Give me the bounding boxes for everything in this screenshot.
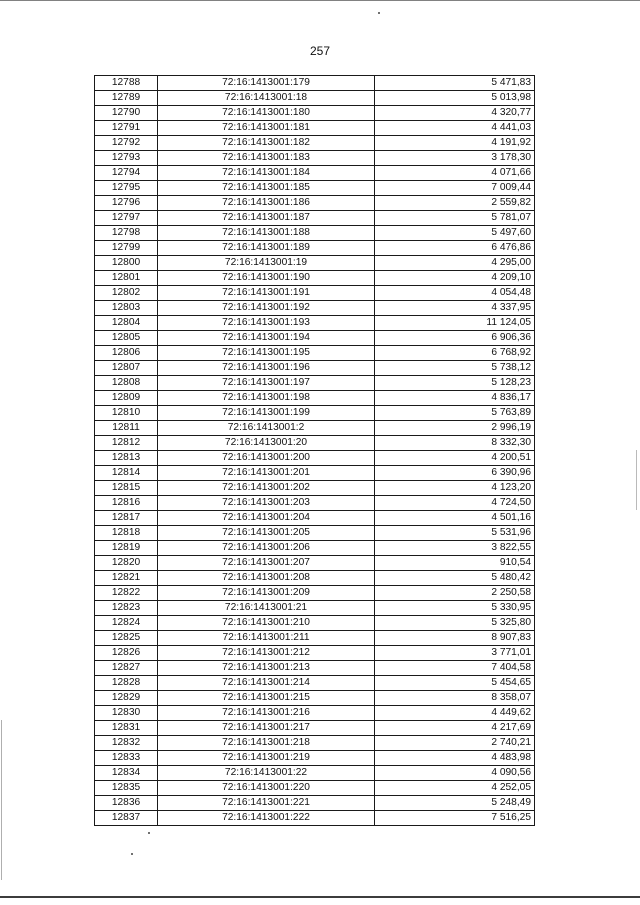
value-cell: 3 822,55 — [375, 541, 535, 556]
cadastral-number-cell: 72:16:1413001:205 — [158, 526, 375, 541]
row-number-cell: 12793 — [95, 151, 158, 166]
cadastral-number-cell: 72:16:1413001:219 — [158, 751, 375, 766]
row-number-cell: 12837 — [95, 811, 158, 826]
value-cell: 7 404,58 — [375, 661, 535, 676]
row-number-cell: 12821 — [95, 571, 158, 586]
cadastral-number-cell: 72:16:1413001:207 — [158, 556, 375, 571]
table-row — [95, 661, 535, 676]
cadastral-number-cell: 72:16:1413001:191 — [158, 286, 375, 301]
value-cell: 2 740,21 — [375, 736, 535, 751]
table-row — [95, 811, 535, 826]
value-cell: 5 454,65 — [375, 676, 535, 691]
row-number-cell: 12799 — [95, 241, 158, 256]
scan-speck — [378, 12, 380, 14]
table-row — [95, 601, 535, 616]
table-row — [95, 451, 535, 466]
cadastral-number-cell: 72:16:1413001:217 — [158, 721, 375, 736]
table-row — [95, 226, 535, 241]
row-number-cell: 12791 — [95, 121, 158, 136]
table-row — [95, 106, 535, 121]
value-cell: 7 516,25 — [375, 811, 535, 826]
row-number-cell: 12807 — [95, 361, 158, 376]
row-number-cell: 12802 — [95, 286, 158, 301]
value-cell: 5 128,23 — [375, 376, 535, 391]
value-cell: 4 483,98 — [375, 751, 535, 766]
scan-edge-bottom — [0, 896, 640, 898]
cadastral-number-cell: 72:16:1413001:195 — [158, 346, 375, 361]
value-cell: 5 763,89 — [375, 406, 535, 421]
value-cell: 8 332,30 — [375, 436, 535, 451]
cadastral-number-cell: 72:16:1413001:183 — [158, 151, 375, 166]
value-cell: 4 200,51 — [375, 451, 535, 466]
cadastral-number-cell: 72:16:1413001:211 — [158, 631, 375, 646]
row-number-cell: 12804 — [95, 316, 158, 331]
cadastral-number-cell: 72:16:1413001:187 — [158, 211, 375, 226]
cadastral-number-cell: 72:16:1413001:198 — [158, 391, 375, 406]
value-cell: 4 295,00 — [375, 256, 535, 271]
table-row — [95, 271, 535, 286]
cadastral-number-cell: 72:16:1413001:209 — [158, 586, 375, 601]
cadastral-number-cell: 72:16:1413001:181 — [158, 121, 375, 136]
cadastral-number-cell: 72:16:1413001:202 — [158, 481, 375, 496]
row-number-cell: 12814 — [95, 466, 158, 481]
row-number-cell: 12790 — [95, 106, 158, 121]
row-number-cell: 12817 — [95, 511, 158, 526]
row-number-cell: 12806 — [95, 346, 158, 361]
row-number-cell: 12816 — [95, 496, 158, 511]
cadastral-number-cell: 72:16:1413001:190 — [158, 271, 375, 286]
cadastral-number-cell: 72:16:1413001:20 — [158, 436, 375, 451]
table-row — [95, 556, 535, 571]
row-number-cell: 12822 — [95, 586, 158, 601]
cadastral-number-cell: 72:16:1413001:218 — [158, 736, 375, 751]
parcel-table — [94, 75, 531, 826]
table-row — [95, 76, 535, 91]
cadastral-number-cell: 72:16:1413001:221 — [158, 796, 375, 811]
value-cell: 2 559,82 — [375, 196, 535, 211]
table-body — [95, 76, 535, 826]
table-row — [95, 796, 535, 811]
row-number-cell: 12831 — [95, 721, 158, 736]
value-cell: 8 907,83 — [375, 631, 535, 646]
cadastral-number-cell: 72:16:1413001:216 — [158, 706, 375, 721]
cadastral-number-cell: 72:16:1413001:210 — [158, 616, 375, 631]
cadastral-number-cell: 72:16:1413001:197 — [158, 376, 375, 391]
table-row — [95, 406, 535, 421]
row-number-cell: 12809 — [95, 391, 158, 406]
value-cell: 4 054,48 — [375, 286, 535, 301]
cadastral-number-cell: 72:16:1413001:180 — [158, 106, 375, 121]
table-row — [95, 391, 535, 406]
cadastral-number-cell: 72:16:1413001:220 — [158, 781, 375, 796]
table-row — [95, 256, 535, 271]
table-row — [95, 496, 535, 511]
value-cell: 5 480,42 — [375, 571, 535, 586]
table-row — [95, 526, 535, 541]
table-row — [95, 571, 535, 586]
table-row — [95, 376, 535, 391]
value-cell: 3 178,30 — [375, 151, 535, 166]
cadastral-number-cell: 72:16:1413001:199 — [158, 406, 375, 421]
cadastral-number-cell: 72:16:1413001:193 — [158, 316, 375, 331]
value-cell: 6 768,92 — [375, 346, 535, 361]
scan-speck — [148, 832, 150, 834]
table-row — [95, 331, 535, 346]
scan-edge-right — [636, 450, 637, 510]
row-number-cell: 12827 — [95, 661, 158, 676]
row-number-cell: 12825 — [95, 631, 158, 646]
table-row — [95, 211, 535, 226]
cadastral-number-cell: 72:16:1413001:2 — [158, 421, 375, 436]
table-row — [95, 721, 535, 736]
value-cell: 4 123,20 — [375, 481, 535, 496]
row-number-cell: 12829 — [95, 691, 158, 706]
table-row — [95, 481, 535, 496]
cadastral-number-cell: 72:16:1413001:200 — [158, 451, 375, 466]
row-number-cell: 12832 — [95, 736, 158, 751]
table-row — [95, 316, 535, 331]
scan-speck — [131, 853, 133, 855]
cadastral-number-cell: 72:16:1413001:185 — [158, 181, 375, 196]
row-number-cell: 12805 — [95, 331, 158, 346]
table-row — [95, 361, 535, 376]
cadastral-number-cell: 72:16:1413001:212 — [158, 646, 375, 661]
row-number-cell: 12812 — [95, 436, 158, 451]
table-row — [95, 181, 535, 196]
row-number-cell: 12813 — [95, 451, 158, 466]
cadastral-number-cell: 72:16:1413001:182 — [158, 136, 375, 151]
row-number-cell: 12819 — [95, 541, 158, 556]
table-row — [95, 631, 535, 646]
row-number-cell: 12808 — [95, 376, 158, 391]
cadastral-number-cell: 72:16:1413001:206 — [158, 541, 375, 556]
cadastral-number-cell: 72:16:1413001:184 — [158, 166, 375, 181]
table-row — [95, 691, 535, 706]
row-number-cell: 12794 — [95, 166, 158, 181]
row-number-cell: 12824 — [95, 616, 158, 631]
cadastral-number-cell: 72:16:1413001:214 — [158, 676, 375, 691]
table-row — [95, 616, 535, 631]
table-row — [95, 151, 535, 166]
cadastral-number-cell: 72:16:1413001:186 — [158, 196, 375, 211]
value-cell: 4 071,66 — [375, 166, 535, 181]
cadastral-number-cell: 72:16:1413001:22 — [158, 766, 375, 781]
cadastral-number-cell: 72:16:1413001:213 — [158, 661, 375, 676]
row-number-cell: 12823 — [95, 601, 158, 616]
value-cell: 4 441,03 — [375, 121, 535, 136]
cadastral-number-cell: 72:16:1413001:188 — [158, 226, 375, 241]
row-number-cell: 12836 — [95, 796, 158, 811]
cadastral-number-cell: 72:16:1413001:203 — [158, 496, 375, 511]
table-row — [95, 91, 535, 106]
table-row — [95, 196, 535, 211]
table-row — [95, 706, 535, 721]
value-cell: 5 013,98 — [375, 91, 535, 106]
table-row — [95, 676, 535, 691]
value-cell: 5 248,49 — [375, 796, 535, 811]
row-number-cell: 12796 — [95, 196, 158, 211]
cadastral-number-cell: 72:16:1413001:189 — [158, 241, 375, 256]
cadastral-number-cell: 72:16:1413001:179 — [158, 76, 375, 91]
table-row — [95, 736, 535, 751]
table-row — [95, 511, 535, 526]
cadastral-number-cell: 72:16:1413001:204 — [158, 511, 375, 526]
cadastral-number-cell: 72:16:1413001:19 — [158, 256, 375, 271]
table-row — [95, 751, 535, 766]
value-cell: 6 390,96 — [375, 466, 535, 481]
row-number-cell: 12834 — [95, 766, 158, 781]
table-row — [95, 136, 535, 151]
value-cell: 5 531,96 — [375, 526, 535, 541]
row-number-cell: 12800 — [95, 256, 158, 271]
row-number-cell: 12798 — [95, 226, 158, 241]
value-cell: 3 771,01 — [375, 646, 535, 661]
row-number-cell: 12803 — [95, 301, 158, 316]
row-number-cell: 12810 — [95, 406, 158, 421]
row-number-cell: 12792 — [95, 136, 158, 151]
row-number-cell: 12828 — [95, 676, 158, 691]
row-number-cell: 12820 — [95, 556, 158, 571]
table-row — [95, 586, 535, 601]
table-row — [95, 166, 535, 181]
cadastral-number-cell: 72:16:1413001:192 — [158, 301, 375, 316]
value-cell: 5 330,95 — [375, 601, 535, 616]
row-number-cell: 12811 — [95, 421, 158, 436]
value-cell: 2 996,19 — [375, 421, 535, 436]
value-cell: 5 497,60 — [375, 226, 535, 241]
scan-edge-top — [0, 0, 640, 1]
cadastral-number-cell: 72:16:1413001:196 — [158, 361, 375, 376]
table-row — [95, 436, 535, 451]
cadastral-number-cell: 72:16:1413001:18 — [158, 91, 375, 106]
value-cell: 8 358,07 — [375, 691, 535, 706]
value-cell: 2 250,58 — [375, 586, 535, 601]
row-number-cell: 12830 — [95, 706, 158, 721]
value-cell: 5 325,80 — [375, 616, 535, 631]
value-cell: 4 836,17 — [375, 391, 535, 406]
cadastral-number-cell: 72:16:1413001:222 — [158, 811, 375, 826]
table-row — [95, 286, 535, 301]
value-cell: 6 476,86 — [375, 241, 535, 256]
row-number-cell: 12789 — [95, 91, 158, 106]
value-cell: 4 337,95 — [375, 301, 535, 316]
value-cell: 4 217,69 — [375, 721, 535, 736]
row-number-cell: 12795 — [95, 181, 158, 196]
table-row — [95, 781, 535, 796]
value-cell: 5 781,07 — [375, 211, 535, 226]
value-cell: 4 252,05 — [375, 781, 535, 796]
value-cell: 4 209,10 — [375, 271, 535, 286]
cadastral-number-cell: 72:16:1413001:194 — [158, 331, 375, 346]
value-cell: 910,54 — [375, 556, 535, 571]
table-row — [95, 121, 535, 136]
cadastral-number-cell: 72:16:1413001:215 — [158, 691, 375, 706]
value-cell: 4 191,92 — [375, 136, 535, 151]
table-row — [95, 301, 535, 316]
row-number-cell: 12835 — [95, 781, 158, 796]
table-row — [95, 766, 535, 781]
row-number-cell: 12826 — [95, 646, 158, 661]
value-cell: 5 738,12 — [375, 361, 535, 376]
row-number-cell: 12818 — [95, 526, 158, 541]
row-number-cell: 12815 — [95, 481, 158, 496]
table-row — [95, 466, 535, 481]
value-cell: 4 724,50 — [375, 496, 535, 511]
cadastral-number-cell: 72:16:1413001:208 — [158, 571, 375, 586]
value-cell: 4 090,56 — [375, 766, 535, 781]
row-number-cell: 12797 — [95, 211, 158, 226]
page-number: 257 — [309, 44, 331, 58]
value-cell: 7 009,44 — [375, 181, 535, 196]
table-row — [95, 646, 535, 661]
cadastral-number-cell: 72:16:1413001:21 — [158, 601, 375, 616]
table-row — [95, 421, 535, 436]
table-row — [95, 346, 535, 361]
cadastral-number-cell: 72:16:1413001:201 — [158, 466, 375, 481]
value-cell: 5 471,83 — [375, 76, 535, 91]
value-cell: 4 501,16 — [375, 511, 535, 526]
table-row — [95, 541, 535, 556]
value-cell: 4 449,62 — [375, 706, 535, 721]
row-number-cell: 12788 — [95, 76, 158, 91]
row-number-cell: 12801 — [95, 271, 158, 286]
row-number-cell: 12833 — [95, 751, 158, 766]
value-cell: 4 320,77 — [375, 106, 535, 121]
value-cell: 11 124,05 — [375, 316, 535, 331]
scan-edge-left — [1, 720, 2, 880]
value-cell: 6 906,36 — [375, 331, 535, 346]
table-row — [95, 241, 535, 256]
